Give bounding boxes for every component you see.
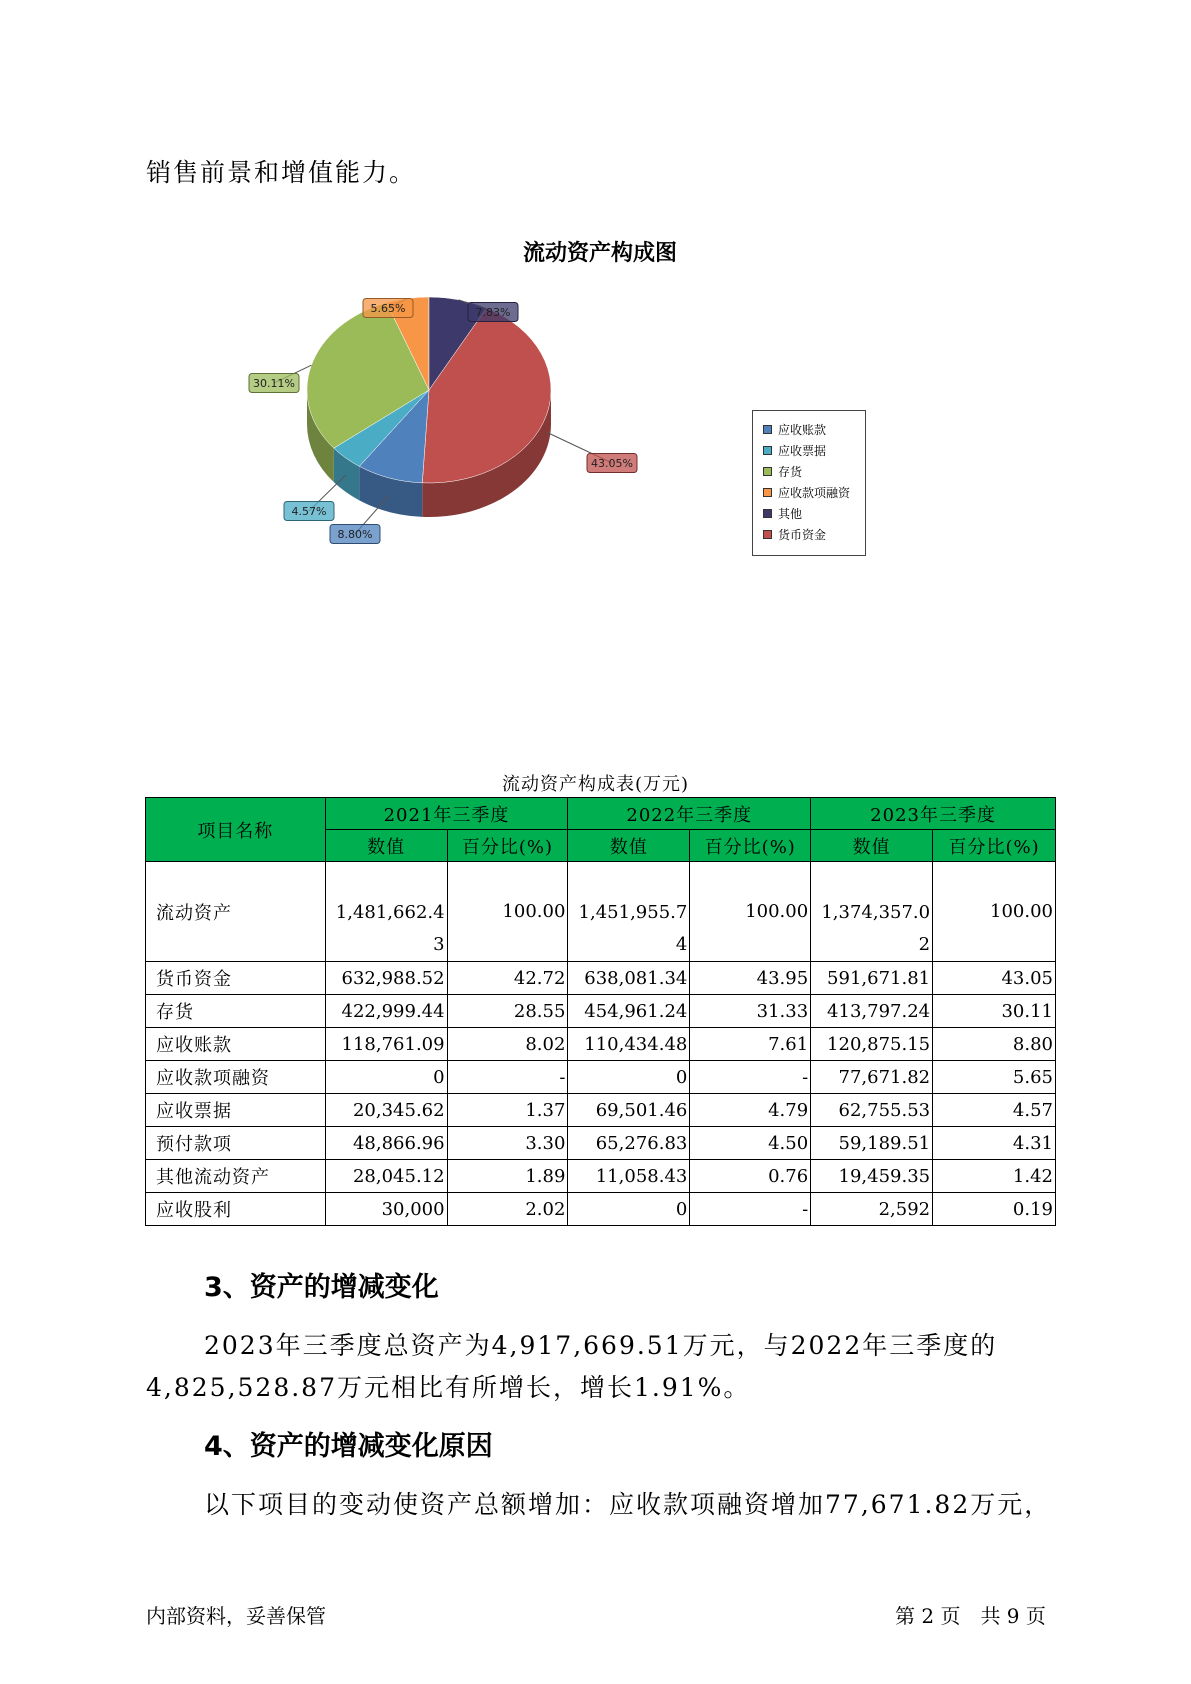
value-cell: 638,081.34	[568, 962, 690, 995]
pct-cell: 7.61	[690, 1028, 811, 1061]
total-value-2022: 1,451,955.7 4	[568, 862, 690, 962]
pct-cell: -	[447, 1061, 568, 1094]
pct-cell: 4.31	[933, 1127, 1056, 1160]
pie-data-label: 4.57%	[291, 505, 327, 518]
value-cell: 11,058.43	[568, 1160, 690, 1193]
legend-label: 应收账款	[778, 423, 827, 437]
total-pct-2023: 100.00	[933, 862, 1056, 962]
section4-heading: 4、资产的增减变化原因	[204, 1431, 493, 1462]
table-row	[146, 1127, 1056, 1160]
header-value: 数值	[568, 830, 690, 862]
header-item-name: 项目名称	[146, 798, 326, 862]
row-name: 流动资产	[146, 862, 326, 962]
total-value-2021: 1,481,662.4 3	[325, 862, 447, 962]
value-cell: 110,434.48	[568, 1028, 690, 1061]
legend-item	[763, 461, 865, 482]
pct-cell: 28.55	[447, 995, 568, 1028]
legend-label: 应收票据	[778, 444, 827, 458]
value-cell: 77,671.82	[811, 1061, 933, 1094]
row-name: 应收票据	[146, 1094, 326, 1127]
table-row	[146, 1061, 1056, 1094]
section4-line1: 以下项目的变动使资产总额增加：应收款项融资增加77,671.82万元，	[204, 1490, 1052, 1519]
legend-swatch	[763, 467, 772, 476]
pie-data-label: 7.83%	[475, 306, 511, 319]
legend-label: 应收款项融资	[778, 486, 851, 500]
pct-cell: 31.33	[690, 995, 811, 1028]
value-cell: 0	[568, 1193, 690, 1226]
current-assets-table	[145, 797, 1056, 1226]
value-cell: 422,999.44	[325, 995, 447, 1028]
pct-cell: 0.19	[933, 1193, 1056, 1226]
pie-chart	[0, 0, 1191, 600]
footer-page-number: 第 2 页 共 9 页	[895, 1604, 1046, 1628]
table-row	[146, 1094, 1056, 1127]
table-row	[146, 1028, 1056, 1061]
chart-title: 流动资产构成图	[522, 241, 677, 266]
legend-item	[763, 524, 865, 545]
pie-data-label: 43.05%	[591, 457, 633, 470]
pct-cell: 1.42	[933, 1160, 1056, 1193]
legend-item	[763, 419, 865, 440]
pct-cell: 43.95	[690, 962, 811, 995]
table-row	[146, 995, 1056, 1028]
header-value: 数值	[325, 830, 447, 862]
row-name: 货币资金	[146, 962, 326, 995]
legend-label: 货币资金	[778, 528, 827, 542]
value-cell: 454,961.24	[568, 995, 690, 1028]
section3-heading: 3、资产的增减变化	[204, 1272, 439, 1303]
pct-cell: 1.37	[447, 1094, 568, 1127]
pct-cell: 4.57	[933, 1094, 1056, 1127]
value-cell: 0	[325, 1061, 447, 1094]
value-cell: 413,797.24	[811, 995, 933, 1028]
table-row-total	[146, 862, 1056, 962]
pct-cell: 8.02	[447, 1028, 568, 1061]
pct-cell: 4.50	[690, 1127, 811, 1160]
header-pct: 百分比(%)	[447, 830, 568, 862]
pie-data-label: 30.11%	[253, 377, 295, 390]
pct-cell: 4.79	[690, 1094, 811, 1127]
legend-item	[763, 440, 865, 461]
pie-data-label: 8.80%	[337, 528, 373, 541]
table-row	[146, 1160, 1056, 1193]
legend-swatch	[763, 446, 772, 455]
pct-cell: 0.76	[690, 1160, 811, 1193]
total-pct-2021: 100.00	[447, 862, 568, 962]
pct-cell: 8.80	[933, 1028, 1056, 1061]
header-period-2021: 2021年三季度	[325, 798, 568, 830]
legend-swatch	[763, 530, 772, 539]
intro-line: 销售前景和增值能力。	[146, 158, 417, 187]
pct-cell: 2.02	[447, 1193, 568, 1226]
pie-svg	[0, 0, 1191, 600]
row-name: 其他流动资产	[146, 1160, 326, 1193]
chart-legend	[752, 410, 866, 556]
legend-swatch	[763, 509, 772, 518]
pct-cell: 5.65	[933, 1061, 1056, 1094]
value-cell: 59,189.51	[811, 1127, 933, 1160]
value-cell: 632,988.52	[325, 962, 447, 995]
row-name: 应收账款	[146, 1028, 326, 1061]
header-value: 数值	[811, 830, 933, 862]
legend-item	[763, 503, 865, 524]
row-name: 应收款项融资	[146, 1061, 326, 1094]
pct-cell: 3.30	[447, 1127, 568, 1160]
legend-swatch	[763, 488, 772, 497]
pct-cell: 43.05	[933, 962, 1056, 995]
value-cell: 591,671.81	[811, 962, 933, 995]
value-cell: 120,875.15	[811, 1028, 933, 1061]
header-period-2023: 2023年三季度	[811, 798, 1056, 830]
pct-cell: 1.89	[447, 1160, 568, 1193]
table-row	[146, 962, 1056, 995]
section3-line1: 2023年三季度总资产为4,917,669.51万元，与2022年三季度的	[204, 1331, 998, 1360]
header-pct: 百分比(%)	[690, 830, 811, 862]
header-period-2022: 2022年三季度	[568, 798, 811, 830]
pct-cell: 30.11	[933, 995, 1056, 1028]
pie-data-label: 5.65%	[370, 302, 406, 315]
total-pct-2022: 100.00	[690, 862, 811, 962]
total-value-2023: 1,374,357.0 2	[811, 862, 933, 962]
table-caption: 流动资产构成表(万元)	[501, 774, 690, 795]
value-cell: 62,755.53	[811, 1094, 933, 1127]
legend-label: 其他	[778, 507, 803, 521]
value-cell: 28,045.12	[325, 1160, 447, 1193]
section3-line2: 4,825,528.87万元相比有所增长，增长1.91%。	[146, 1373, 751, 1402]
value-cell: 30,000	[325, 1193, 447, 1226]
legend-label: 存货	[778, 465, 803, 479]
value-cell: 69,501.46	[568, 1094, 690, 1127]
footer-confidential: 内部资料，妥善保管	[146, 1604, 326, 1628]
pct-cell: -	[690, 1193, 811, 1226]
value-cell: 2,592	[811, 1193, 933, 1226]
legend-item	[763, 482, 865, 503]
value-cell: 118,761.09	[325, 1028, 447, 1061]
value-cell: 20,345.62	[325, 1094, 447, 1127]
pct-cell: 42.72	[447, 962, 568, 995]
value-cell: 48,866.96	[325, 1127, 447, 1160]
header-pct: 百分比(%)	[933, 830, 1056, 862]
row-name: 应收股利	[146, 1193, 326, 1226]
value-cell: 19,459.35	[811, 1160, 933, 1193]
row-name: 预付款项	[146, 1127, 326, 1160]
value-cell: 0	[568, 1061, 690, 1094]
table-row	[146, 1193, 1056, 1226]
pct-cell: -	[690, 1061, 811, 1094]
value-cell: 65,276.83	[568, 1127, 690, 1160]
legend-swatch	[763, 425, 772, 434]
row-name: 存货	[146, 995, 326, 1028]
